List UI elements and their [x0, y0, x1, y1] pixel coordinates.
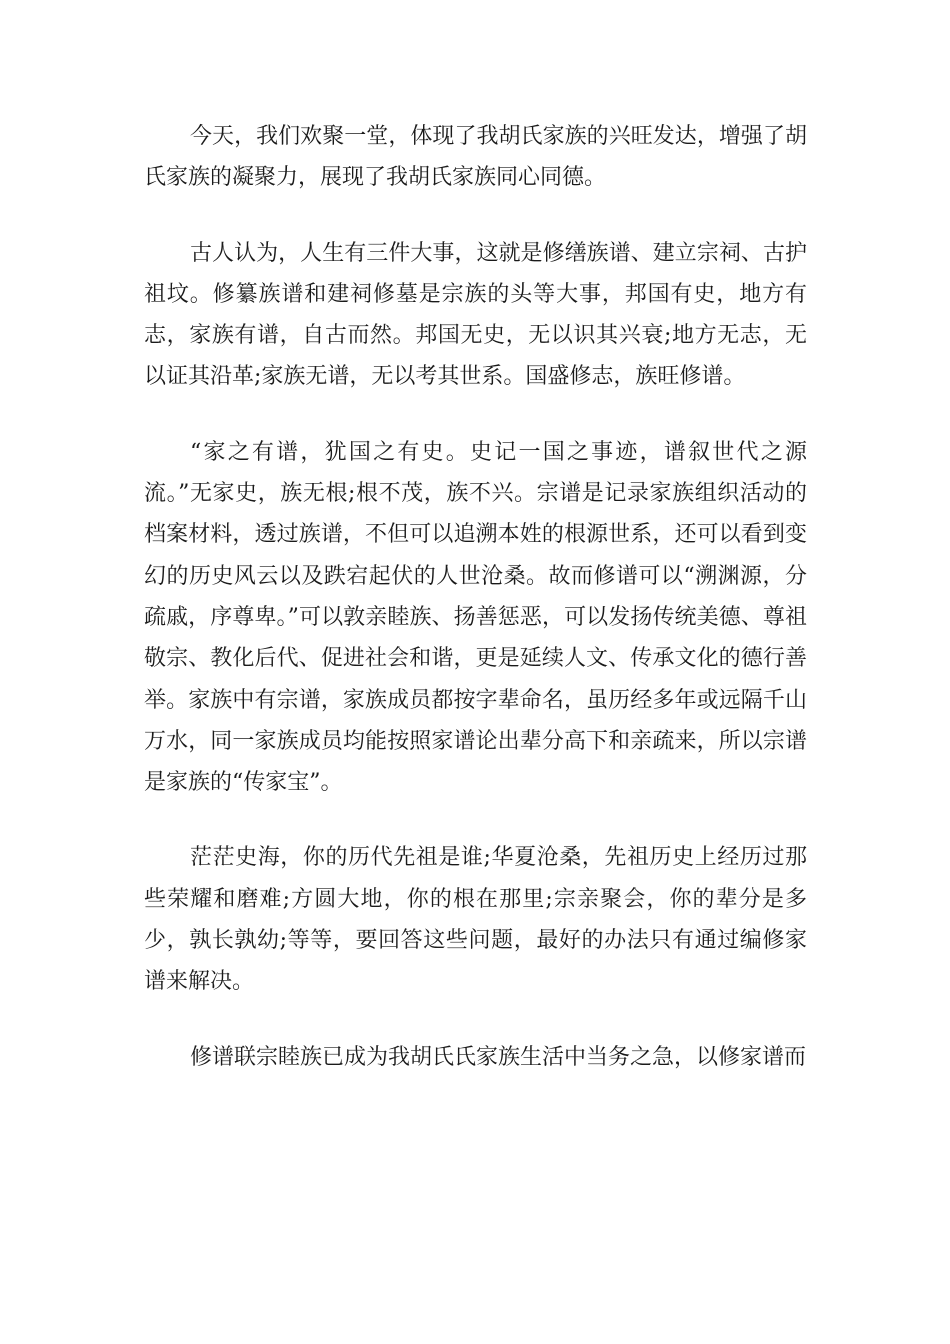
paragraph-4: 茫茫史海，你的历代先祖是谁;华夏沧桑，先祖历史上经历过那些荣耀和磨难;方圆大地，你的根在那里;宗亲聚会，你的辈分是多少，孰长孰幼;等等，要回答这些问题，最好的办法只有通过编修家谱来解决。	[144, 845, 807, 995]
paragraph-1: 今天，我们欢聚一堂，体现了我胡氏家族的兴旺发达，增强了胡氏家族的凝聚力，展现了我胡氏家族同心同德。	[144, 124, 807, 191]
paragraph-3: “家之有谱，犹国之有史。史记一国之事迹，谱叙世代之源流。”无家史，族无根;根不茂，族不兴。宗谱是记录家族组织活动的档案材料，透过族谱，不但可以追溯本姓的根源世系，还可以看到变幻的历史风云以及跌宕起伏的人世沧桑。故而修谱可以“溯渊源，分疏戚，序尊卑。”可以敦亲睦族、扬善惩恶，可以发扬传统美德、尊祖敬宗、教化后代、促进社会和谐，更是延续人文、传承文化的德行善举。家族中有宗谱，家族成员都按字辈命名，虽历经多年或远隔千山万水，同一家族成员均能按照家谱论出辈分高下和亲疏来，所以宗谱是家族的“传家宝”。	[144, 439, 807, 796]
paragraph-2: 古人认为，人生有三件大事，这就是修缮族谱、建立宗祠、古护祖坟。修纂族谱和建祠修墓是宗族的头等大事，邦国有史，地方有志，家族有谱，自古而然。邦国无史，无以识其兴衰;地方无志，无以证其沿革;家族无谱，无以考其世系。国盛修志，族旺修谱。	[144, 240, 807, 390]
paragraph-5: 修谱联宗睦族已成为我胡氏氏家族生活中当务之急，以修家谱而	[190, 1044, 807, 1070]
document-body	[144, 116, 807, 1078]
